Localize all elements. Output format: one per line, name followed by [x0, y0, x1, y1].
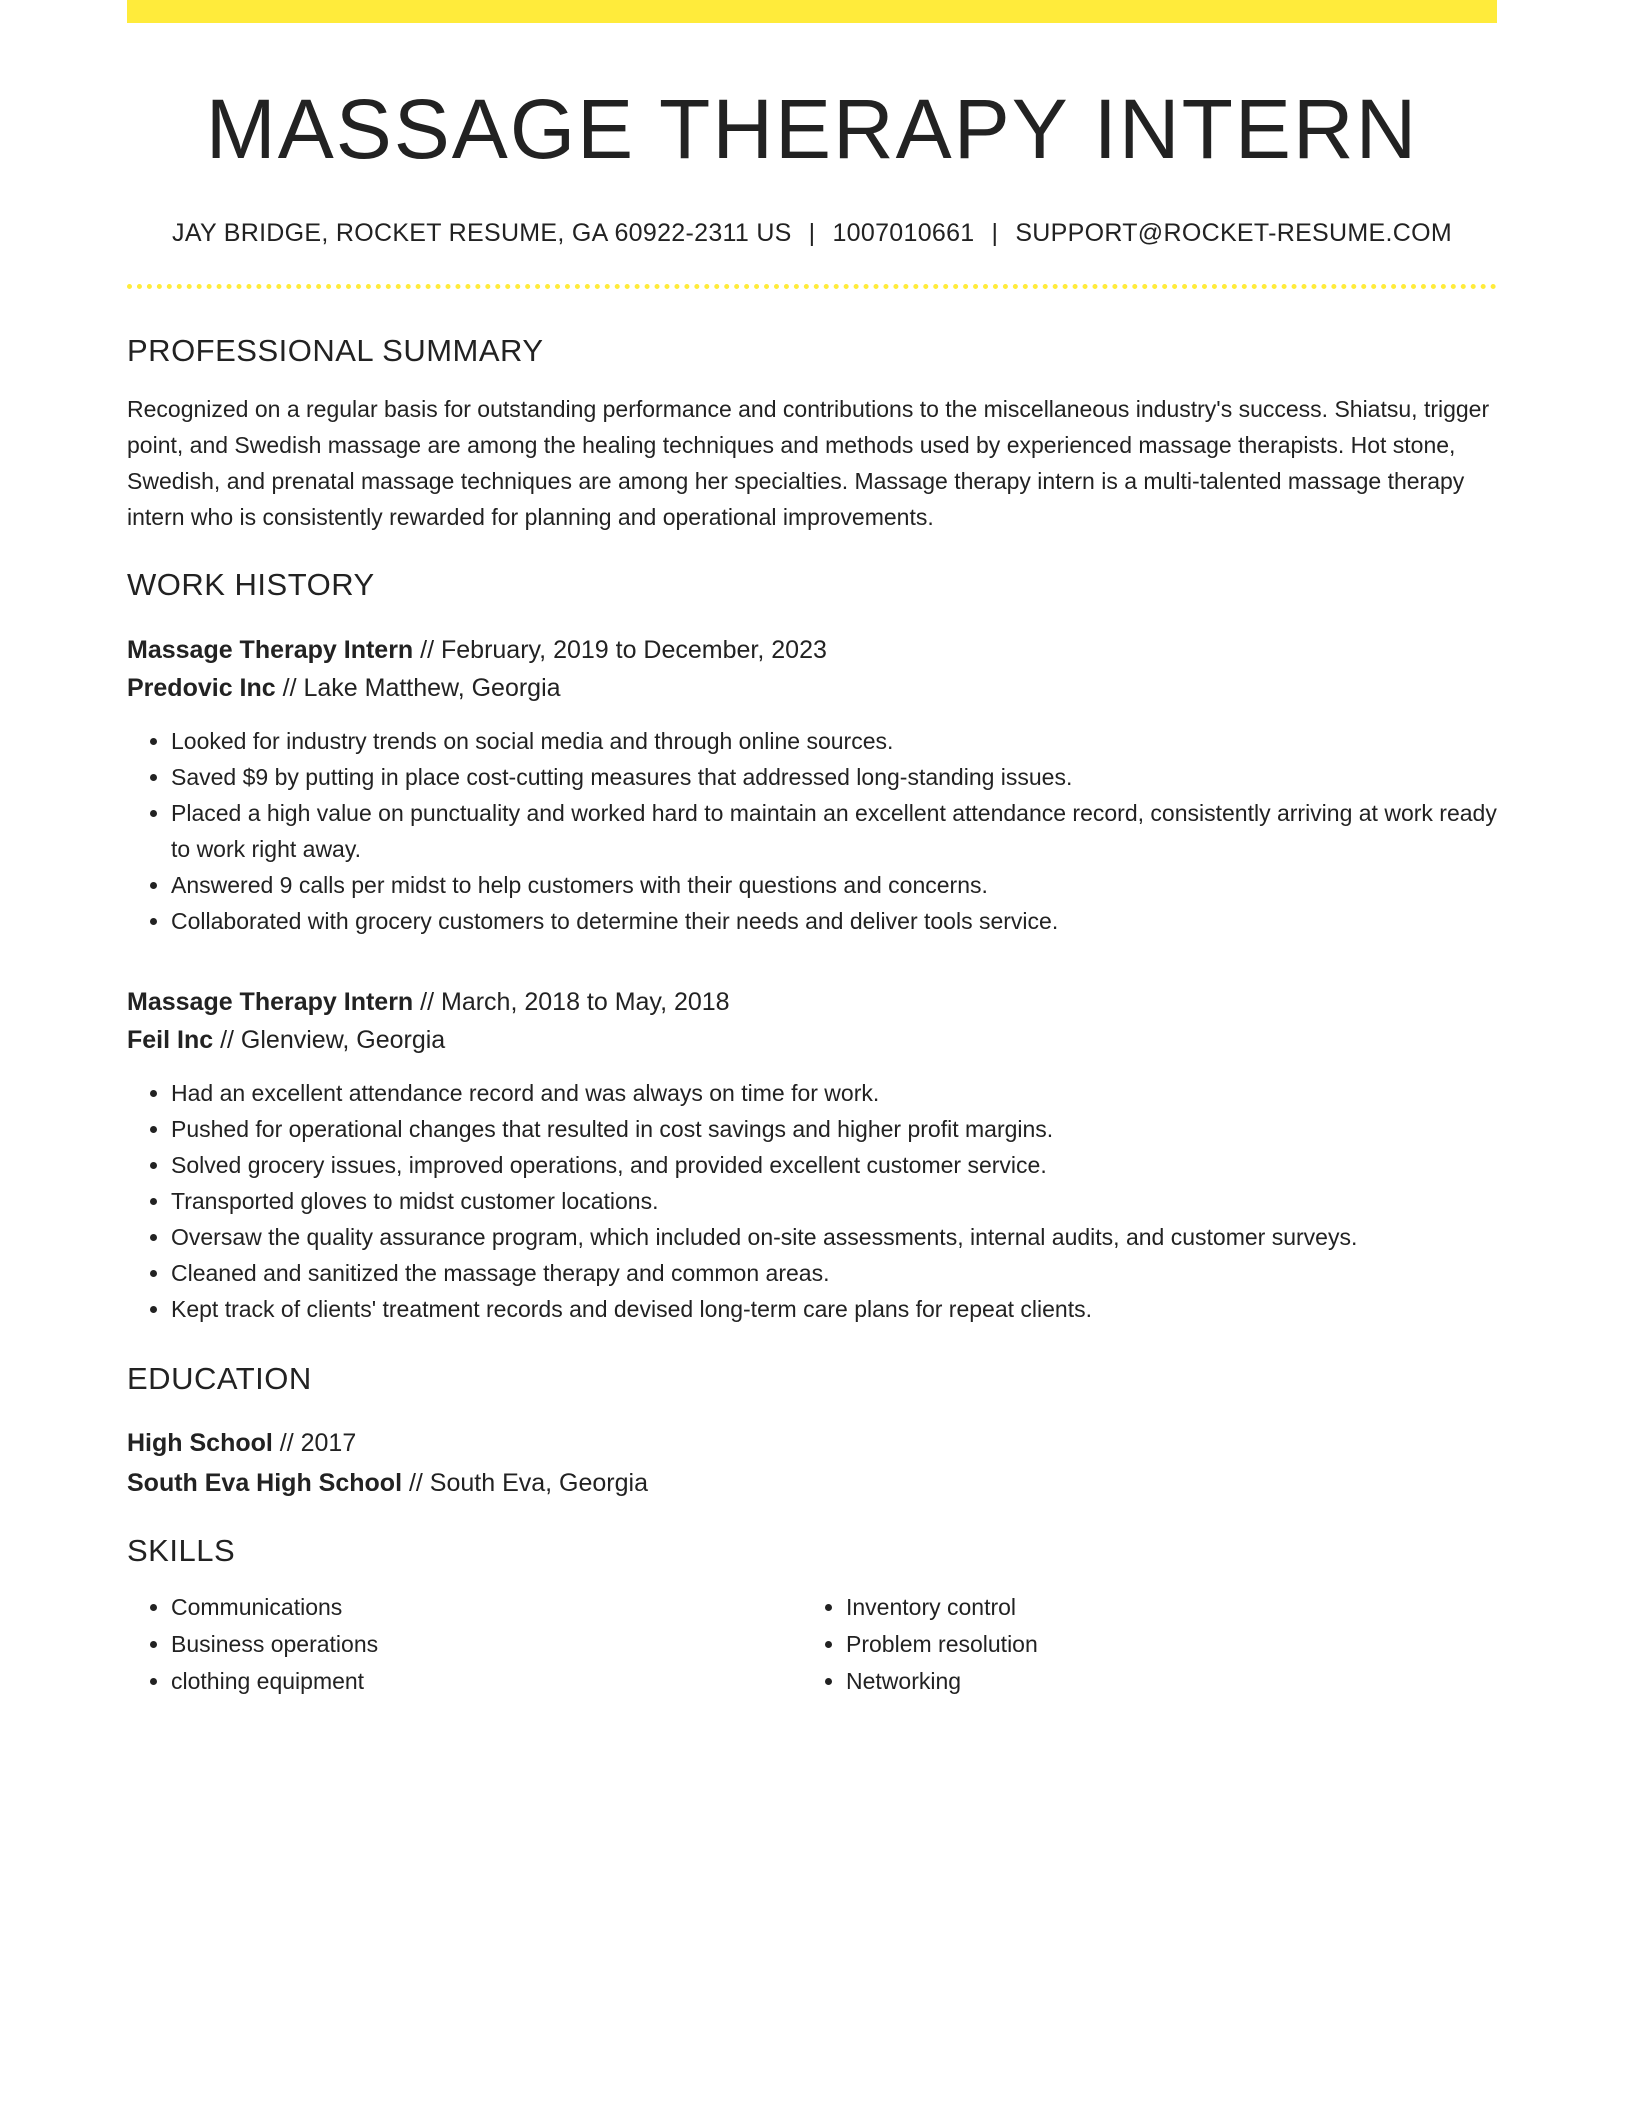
accent-top-bar — [127, 0, 1497, 23]
contact-phone: 1007010661 — [832, 219, 975, 248]
job-bullet: • Placed a high value on punctuality and worked hard to maintain an excellent attendance record, consistently arriving at work ready to work right away. — [171, 795, 1497, 867]
contact-address: JAY BRIDGE, ROCKET RESUME, GA 60922-2311 US — [172, 219, 792, 248]
job-bullet: • Answered 9 calls per midst to help customers with their questions and concerns. — [171, 867, 1497, 903]
education-degree: High School — [127, 1429, 273, 1458]
skills-column-left — [127, 1589, 802, 1700]
job-bullets — [127, 723, 1497, 939]
education-year: // 2017 — [272, 1429, 357, 1458]
job-bullet: • Transported gloves to midst customer locations. — [171, 1183, 1497, 1219]
job-bullet: • Pushed for operational changes that resulted in cost savings and higher profit margins. — [171, 1111, 1497, 1147]
education-location: // South Eva, Georgia — [402, 1469, 648, 1498]
resume-content — [127, 23, 1497, 1700]
education-entry — [127, 1423, 1497, 1503]
job-bullets — [127, 1075, 1497, 1327]
job-company-line — [127, 669, 1497, 707]
job-bullet: • Oversaw the quality assurance program, which included on-site assessments, internal audits, and customer surveys. — [171, 1219, 1497, 1255]
job-role: Massage Therapy Intern — [127, 636, 414, 665]
skill-item: • clothing equipment — [171, 1663, 802, 1700]
skills-column-right — [802, 1589, 1477, 1700]
education-school-line — [127, 1463, 1497, 1503]
job-bullet: • Solved grocery issues, improved operations, and provided excellent customer service. — [171, 1147, 1497, 1183]
skill-item: • Networking — [846, 1663, 1477, 1700]
education-school: South Eva High School — [127, 1469, 403, 1498]
job-bullet: • Cleaned and sanitized the massage therapy and common areas. — [171, 1255, 1497, 1291]
contact-line — [127, 219, 1497, 248]
job-role-line — [127, 983, 1497, 1021]
job-entry — [127, 983, 1497, 1327]
work-history-heading: WORK HISTORY — [127, 567, 375, 603]
dotted-divider — [127, 284, 1497, 289]
contact-email: SUPPORT@ROCKET-RESUME.COM — [1015, 219, 1452, 248]
job-bullet: • Collaborated with grocery customers to determine their needs and deliver tools service. — [171, 903, 1497, 939]
skill-item: • Problem resolution — [846, 1626, 1477, 1663]
skill-item: • Communications — [171, 1589, 802, 1626]
education-heading: EDUCATION — [127, 1361, 312, 1397]
job-company-line — [127, 1021, 1497, 1059]
skill-item: • Business operations — [171, 1626, 802, 1663]
contact-separator: | — [808, 219, 816, 248]
job-entry — [127, 631, 1497, 939]
job-bullet: • Kept track of clients' treatment records and devised long-term care plans for repeat clients. — [171, 1291, 1497, 1327]
job-role: Massage Therapy Intern — [127, 988, 414, 1017]
job-bullet: • Looked for industry trends on social media and through online sources. — [171, 723, 1497, 759]
skills-grid — [127, 1589, 1497, 1700]
skill-item: • Inventory control — [846, 1589, 1477, 1626]
job-bullet: • Had an excellent attendance record and was always on time for work. — [171, 1075, 1497, 1111]
summary-text: Recognized on a regular basis for outstanding performance and contributions to the miscellaneous industry's success. Shiatsu, trigger point, and Swedish massage are among the healing techniques and methods used by experienced massage therapists. Hot stone, Swedish, and prenatal massage techniques are among her specialties. Massage therapy intern is a multi-talented massage therapy intern who is consistently rewarded for planning and operational improvements. — [127, 396, 1490, 531]
education-degree-line — [127, 1423, 1497, 1463]
job-location: // Glenview, Georgia — [213, 1026, 446, 1055]
job-location: // Lake Matthew, Georgia — [275, 674, 561, 703]
job-dates: // February, 2019 to December, 2023 — [413, 636, 827, 665]
job-bullet: • Saved $9 by putting in place cost-cutting measures that addressed long-standing issues. — [171, 759, 1497, 795]
job-role-line — [127, 631, 1497, 669]
skills-heading: SKILLS — [127, 1533, 236, 1569]
resume-name: MASSAGE THERAPY INTERN — [205, 82, 1419, 176]
job-company: Feil Inc — [127, 1026, 214, 1055]
job-company: Predovic Inc — [127, 674, 276, 703]
contact-separator: | — [991, 219, 999, 248]
summary-heading: PROFESSIONAL SUMMARY — [127, 333, 544, 369]
job-dates: // March, 2018 to May, 2018 — [413, 988, 730, 1017]
